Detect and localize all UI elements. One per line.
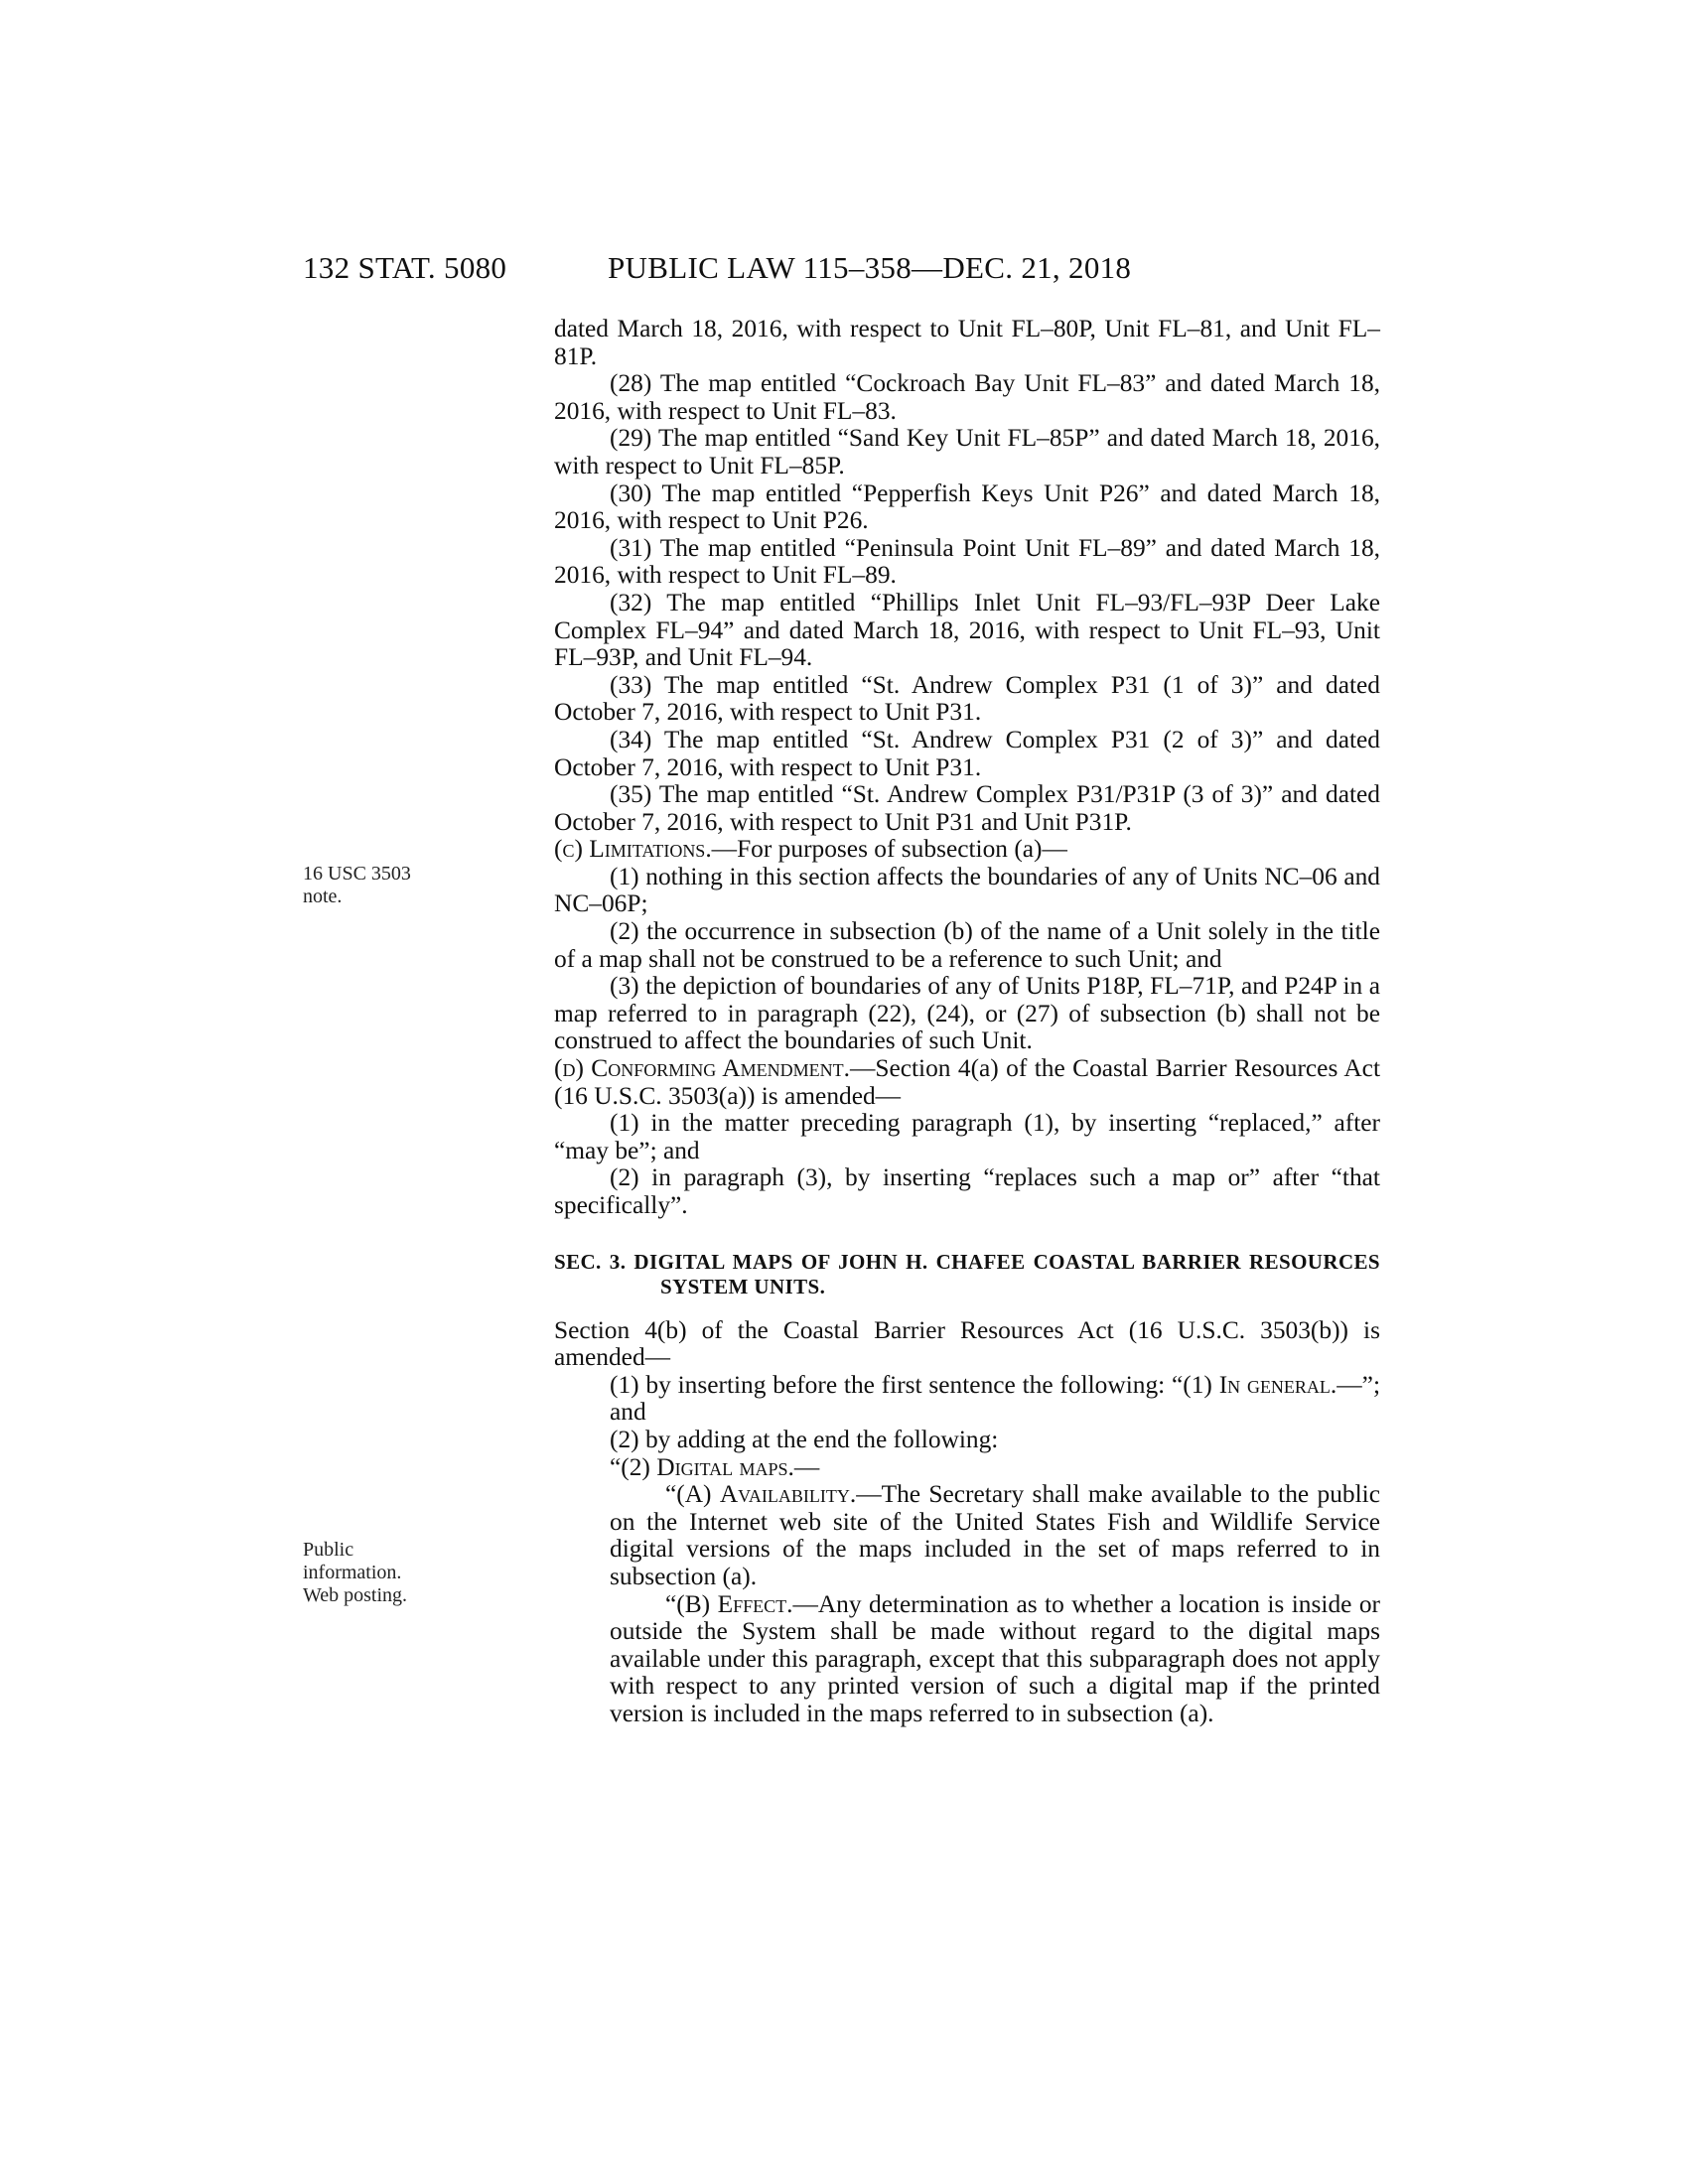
text-run: —”; and: [610, 1370, 1380, 1427]
paragraph-35: (35) The map entitled “St. Andrew Complex P31/P31P (3 of 3)” and dated October 7, 2016, with respect to Unit P31 and Unit P31P.: [554, 780, 1380, 836]
text-run: “(B): [665, 1589, 718, 1618]
subsection-c-heading: (c) Limitations.: [554, 835, 712, 864]
text-run: “(A): [665, 1480, 720, 1509]
statute-page-number: 132 STAT. 5080: [303, 250, 507, 285]
paragraph-30: (30) The map entitled “Pepperfish Keys Unit P26” and dated March 18, 2016, with respect to Unit P26.: [554, 478, 1380, 535]
paragraph-d2: (2) in paragraph (3), by inserting “replaces such a map or” after “that specifically”.: [554, 1163, 1380, 1219]
text-run: —The Secretary shall make available to the public on the Internet web site of the United States Fish and Wildlife Service digital versions of the maps included in the set of maps referred to in subsection (a).: [610, 1480, 1380, 1590]
margin-note-line: 16 USC 3503: [303, 863, 411, 885]
paragraph-d1: (1) in the matter preceding paragraph (1), by inserting “replaced,” after “may be”; and: [554, 1109, 1380, 1164]
digital-maps-label: Digital maps.: [656, 1452, 794, 1481]
paragraph-c1: (1) nothing in this section affects the boundaries of any of Units NC–06 and NC–06P;: [554, 862, 1380, 918]
subsection-d: [554, 1055, 1380, 1110]
text-run: “(2): [610, 1452, 657, 1481]
paragraph-28: (28) The map entitled “Cockroach Bay Unit FL–83” and dated March 18, 2016, with respect to Unit FL–83.: [554, 369, 1380, 425]
section-3-intro: Section 4(b) of the Coastal Barrier Resources Act (16 U.S.C. 3503(b)) is amended—: [554, 1315, 1380, 1372]
subparagraph-a: [610, 1481, 1380, 1590]
digital-maps-heading: [610, 1454, 1380, 1482]
subparagraph-b: [610, 1591, 1380, 1728]
text-run: —Any determination as to whether a location is inside or outside the System shall be made without regard to the digital maps available under this paragraph, except that this subparagraph does not apply with respect to any printed version of such a digital map if the printed version is included in the maps referred to in subsection (a).: [610, 1589, 1380, 1727]
in-general-heading: In general.: [1218, 1370, 1337, 1399]
paragraph-c2: (2) the occurrence in subsection (b) of the name of a Unit solely in the title of a map shall not be construed to be a reference to such Unit; and: [554, 917, 1380, 973]
subsection-d-text: —Section 4(a) of the Coastal Barrier Resources Act (16 U.S.C. 3503(a)) is amended—: [554, 1054, 1380, 1110]
running-header-title: PUBLIC LAW 115–358—DEC. 21, 2018: [608, 250, 1132, 285]
paragraph-34: (34) The map entitled “St. Andrew Complex P31 (2 of 3)” and dated October 7, 2016, with respect to Unit P31.: [554, 725, 1380, 781]
paragraph-c3: (3) the depiction of boundaries of any of Units P18P, FL–71P, and P24P in a map referred to in paragraph (22), (24), or (27) of subsection (b) shall not be construed to affect the boundaries of such Unit.: [554, 972, 1380, 1055]
paragraph-32: (32) The map entitled “Phillips Inlet Unit FL–93/FL–93P Deer Lake Complex FL–94” and dated March 18, 2016, with respect to Unit FL–93, Unit FL–93P, and Unit FL–94.: [554, 588, 1380, 672]
margin-note-line: Public: [303, 1539, 354, 1561]
paragraph: dated March 18, 2016, with respect to Unit FL–80P, Unit FL–81, and Unit FL–81P.: [554, 315, 1380, 370]
section-3-paragraph-2: (2) by adding at the end the following:: [610, 1425, 999, 1453]
availability-label: Availability.: [719, 1480, 857, 1509]
effect-label: Effect.: [717, 1589, 793, 1618]
margin-note-public-information: [303, 1539, 407, 1607]
paragraph-29: (29) The map entitled “Sand Key Unit FL–85P” and dated March 18, 2016, with respect to Unit FL–85P.: [554, 424, 1380, 479]
paragraph-31: (31) The map entitled “Peninsula Point Unit FL–89” and dated March 18, 2016, with respect to Unit FL–89.: [554, 533, 1380, 590]
paragraph-33: (33) The map entitled “St. Andrew Complex P31 (1 of 3)” and dated October 7, 2016, with respect to Unit P31.: [554, 670, 1380, 727]
section-3-paragraph-1: [610, 1372, 1380, 1427]
margin-note-line: note.: [303, 886, 343, 907]
statute-body-text: [554, 316, 1380, 1728]
margin-note-citation: [303, 863, 411, 908]
subsection-d-heading: (d) Conforming Amendment.: [554, 1054, 850, 1083]
subsection-c: [554, 836, 1380, 864]
margin-note-line: Web posting.: [303, 1584, 408, 1606]
subsection-c-text: —For purposes of subsection (a)—: [711, 835, 1067, 864]
margin-note-line: information.: [303, 1562, 402, 1583]
text-run: —: [793, 1452, 820, 1481]
section-3-heading: SEC. 3. DIGITAL MAPS OF JOHN H. CHAFEE COASTAL BARRIER RESOURCES SYSTEM UNITS.: [554, 1249, 1380, 1298]
text-run: (1) by inserting before the first sentence the following: “(1): [610, 1370, 1219, 1399]
